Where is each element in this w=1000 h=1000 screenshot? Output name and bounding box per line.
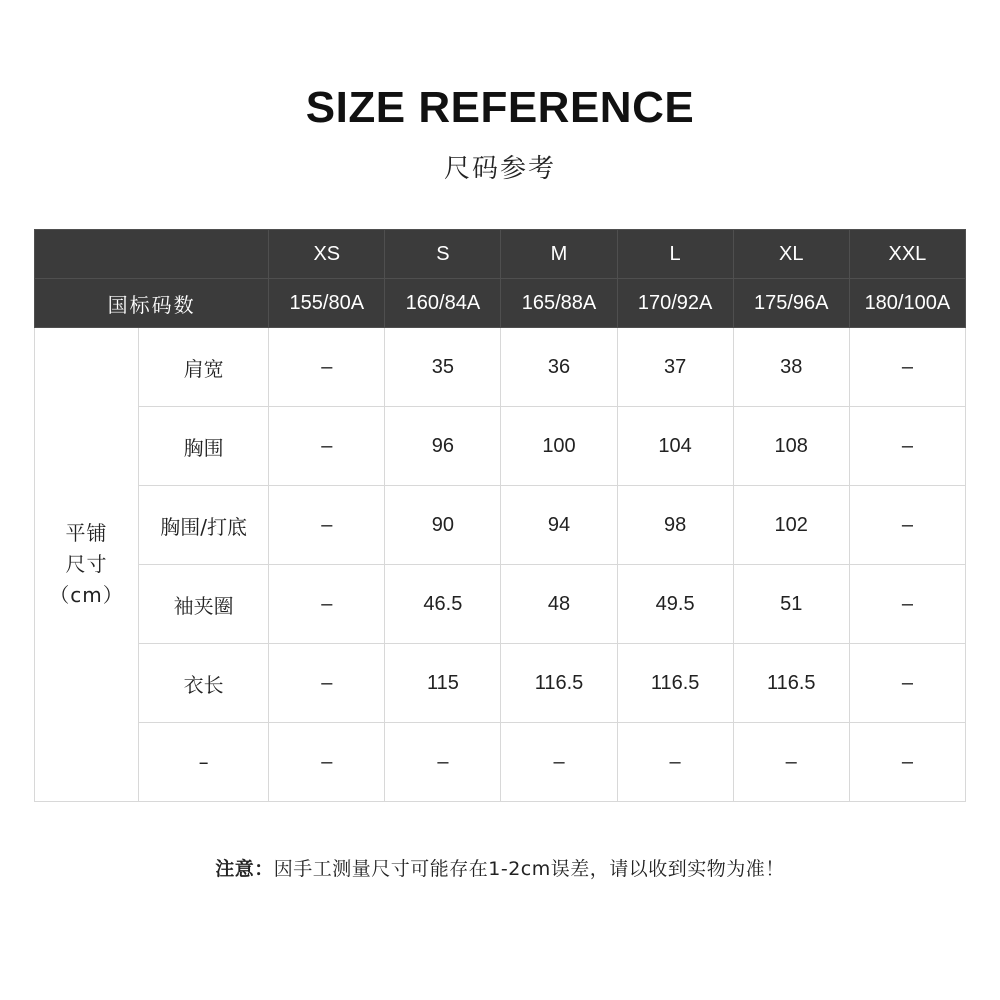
table-row	[35, 644, 966, 723]
cell-bust-l: 104	[617, 407, 733, 486]
table-row	[35, 486, 966, 565]
national-standard-row	[35, 279, 966, 328]
note-text: 因手工测量尺寸可能存在1-2cm误差，请以收到实物为准！	[273, 858, 785, 881]
size-header-m: M	[501, 230, 617, 279]
cell-bust-s: 96	[385, 407, 501, 486]
flat-measure-line-1: 平铺	[65, 521, 108, 546]
cell-empty-xl: –	[733, 723, 849, 802]
note-prefix: 注意：	[215, 858, 274, 881]
cell-empty-xxl: –	[849, 723, 965, 802]
cell-shoulder-l: 37	[617, 328, 733, 407]
cell-empty-s: –	[385, 723, 501, 802]
measurement-note	[34, 854, 966, 881]
cell-length-l: 116.5	[617, 644, 733, 723]
flat-measure-line-2: 尺寸	[65, 552, 108, 577]
cell-empty-m: –	[501, 723, 617, 802]
cell-bust-m: 100	[501, 407, 617, 486]
table-body	[35, 328, 966, 802]
cell-armhole-xs: –	[269, 565, 385, 644]
cell-armhole-m: 48	[501, 565, 617, 644]
cell-shoulder-m: 36	[501, 328, 617, 407]
size-header-xxl: XXL	[849, 230, 965, 279]
cell-armhole-l: 49.5	[617, 565, 733, 644]
cell-length-m: 116.5	[501, 644, 617, 723]
cell-armhole-s: 46.5	[385, 565, 501, 644]
size-table	[34, 229, 966, 802]
table-row	[35, 328, 966, 407]
cell-shoulder-s: 35	[385, 328, 501, 407]
table-row	[35, 565, 966, 644]
cell-bust-base-m: 94	[501, 486, 617, 565]
national-standard-label: 国标码数	[35, 279, 269, 328]
size-header-l: L	[617, 230, 733, 279]
cell-bust-base-xs: –	[269, 486, 385, 565]
cell-empty-l: –	[617, 723, 733, 802]
gb-value-l: 170/92A	[617, 279, 733, 328]
cell-bust-base-xxl: –	[849, 486, 965, 565]
row-label-bust-base: 胸围/打底	[139, 486, 269, 565]
cell-bust-xl: 108	[733, 407, 849, 486]
cell-shoulder-xxl: –	[849, 328, 965, 407]
cell-bust-xs: –	[269, 407, 385, 486]
cell-bust-base-xl: 102	[733, 486, 849, 565]
size-header-row	[35, 230, 966, 279]
flat-measure-label	[35, 328, 139, 802]
cell-length-xl: 116.5	[733, 644, 849, 723]
cell-armhole-xl: 51	[733, 565, 849, 644]
cell-length-xxl: –	[849, 644, 965, 723]
cell-empty-xs: –	[269, 723, 385, 802]
table-row	[35, 723, 966, 802]
cell-bust-xxl: –	[849, 407, 965, 486]
size-header-s: S	[385, 230, 501, 279]
gb-value-xs: 155/80A	[269, 279, 385, 328]
cell-length-xs: –	[269, 644, 385, 723]
size-header-xl: XL	[733, 230, 849, 279]
row-label-shoulder: 肩宽	[139, 328, 269, 407]
size-table-wrapper	[34, 229, 966, 802]
cell-length-s: 115	[385, 644, 501, 723]
cell-shoulder-xl: 38	[733, 328, 849, 407]
page-subtitle: 尺码参考	[443, 154, 556, 185]
gb-value-xxl: 180/100A	[849, 279, 965, 328]
row-label-armhole: 袖夹圈	[139, 565, 269, 644]
gb-value-s: 160/84A	[385, 279, 501, 328]
row-label-empty: –	[139, 723, 269, 802]
page-title: SIZE REFERENCE	[305, 83, 695, 132]
gb-value-xl: 175/96A	[733, 279, 849, 328]
cell-shoulder-xs: –	[269, 328, 385, 407]
flat-measure-line-3: （cm）	[49, 583, 124, 608]
cell-armhole-xxl: –	[849, 565, 965, 644]
gb-value-m: 165/88A	[501, 279, 617, 328]
table-row	[35, 407, 966, 486]
title-block	[0, 0, 1000, 185]
cell-bust-base-l: 98	[617, 486, 733, 565]
row-label-bust: 胸围	[139, 407, 269, 486]
size-header-xs: XS	[269, 230, 385, 279]
size-header-blank	[35, 230, 269, 279]
table-header	[35, 230, 966, 328]
cell-bust-base-s: 90	[385, 486, 501, 565]
row-label-length: 衣长	[139, 644, 269, 723]
